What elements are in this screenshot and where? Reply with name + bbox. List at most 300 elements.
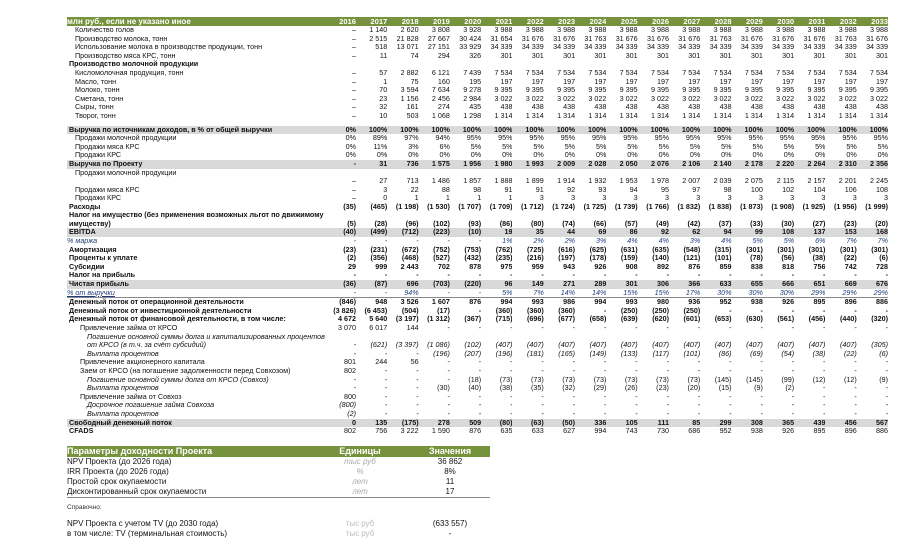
cell-value: 197 <box>563 77 576 86</box>
cell-value: - <box>541 324 544 332</box>
cell-value: 3 988 <box>838 26 857 34</box>
cell-value: 438 <box>563 103 576 112</box>
cell-value: 94% <box>387 289 418 298</box>
cell-value: 9 395 <box>682 86 701 95</box>
cell-value: (407) <box>589 340 607 350</box>
cell-value: 439 <box>794 419 825 428</box>
table-row <box>67 35 888 44</box>
cell-value: (32) <box>562 384 576 393</box>
cell-value: 197 <box>876 77 889 86</box>
cell-value: 105 <box>606 419 637 428</box>
row-label: Производство молока, тонн <box>75 34 168 43</box>
cell-value: - <box>510 392 513 401</box>
table-row <box>67 246 888 255</box>
cell-value: 3 022 <box>838 94 857 103</box>
cell-value: 9 395 <box>807 86 826 95</box>
cell-value: (20) <box>875 218 889 228</box>
cell-value: 95% <box>873 134 889 143</box>
row-label: Привлечение займа от Совхоз <box>80 392 182 401</box>
cell-value: 2 009 <box>544 160 575 169</box>
cell-value: 70 <box>379 86 388 95</box>
cell-value: - <box>854 271 857 280</box>
cell-value: - <box>478 401 482 410</box>
cell-value: 195 <box>469 77 482 86</box>
cell-value: 3 022 <box>650 94 669 103</box>
cell-value: 952 <box>719 427 732 436</box>
cell-value: 85 <box>669 419 700 428</box>
cell-value <box>732 60 763 69</box>
cell-value: (23) <box>656 384 669 393</box>
row-label: Проценты к уплате <box>69 254 138 263</box>
cell-value: 153 <box>825 228 856 237</box>
param-unit: % <box>356 467 364 476</box>
cell-value: 859 <box>719 262 732 271</box>
cell-value: (725) <box>527 245 544 254</box>
cell-value: (196) <box>495 349 513 358</box>
table-row <box>67 280 888 289</box>
cell-value: 100 <box>750 185 763 194</box>
cell-value: 878 <box>469 262 482 271</box>
row-label: Налог на имущество (без применения возможных льгот по движимому имуществу) <box>69 211 324 228</box>
table-row <box>67 367 888 376</box>
cell-value: (69) <box>750 349 763 358</box>
cell-value: 31 676 <box>646 34 669 43</box>
cell-value: 10 <box>379 111 388 120</box>
cell-value: 651 <box>794 280 825 289</box>
row-label: % от выручки <box>67 289 332 298</box>
units-header: Единицы <box>310 446 410 457</box>
row-label: Привлечение акционерного капитала <box>80 358 205 367</box>
row-label: Погашение основной суммы долга от КРСО (Совхоз) <box>87 375 269 384</box>
cell-value: 111 <box>638 419 669 428</box>
cell-value: 99 <box>732 228 763 237</box>
cell-value: 800 <box>344 392 356 401</box>
cell-value: 4% <box>627 237 638 246</box>
cell-value: (301) <box>746 245 763 254</box>
cell-value: - <box>635 401 638 410</box>
cell-value: (2) <box>785 384 795 393</box>
cell-value: (601) <box>683 315 701 324</box>
cell-value: - <box>447 375 450 384</box>
cell-value: - <box>666 392 669 401</box>
table-row <box>67 186 888 195</box>
cell-value: - <box>353 375 356 384</box>
cell-value: 3 <box>602 194 607 203</box>
cell-value: 438 <box>656 103 669 112</box>
cell-value: 31 676 <box>772 34 795 43</box>
row-label: Сметана, тонн <box>75 94 124 103</box>
cell-value: (672) <box>401 245 419 254</box>
table-row <box>67 126 888 135</box>
cell-value: 97% <box>404 134 419 143</box>
cell-value: - <box>447 237 450 246</box>
table-row <box>67 384 888 393</box>
cell-value: 948 <box>375 297 388 307</box>
row-label: Продажи молочной продукции <box>75 134 177 143</box>
cell-value: 365 <box>763 419 794 428</box>
cell-value: - <box>666 271 669 280</box>
cell-value: 0% <box>502 151 513 160</box>
cell-value: 2 050 <box>606 160 637 169</box>
cell-value: - <box>478 358 482 367</box>
table-row <box>67 211 888 228</box>
cell-value: 3 526 <box>400 297 419 307</box>
cell-value: 2 106 <box>669 160 700 169</box>
cell-value: 1 956 <box>450 160 481 169</box>
reference-value: (633 557) <box>432 519 468 528</box>
row-label: Налог на прибыль <box>69 271 136 280</box>
cell-value: 1 314 <box>807 111 826 120</box>
cell-value: 3 022 <box>588 94 607 103</box>
cell-value: (23) <box>343 245 356 254</box>
cell-value: 306 <box>638 280 669 289</box>
cell-value: 3 988 <box>870 26 889 34</box>
cell-value: 95% <box>811 134 826 143</box>
cell-value: 2 115 <box>776 175 795 185</box>
cell-value: 86 <box>606 228 637 237</box>
cell-value: (2) <box>347 409 356 418</box>
cell-value: 197 <box>750 77 763 86</box>
cell-value: (12) <box>843 375 857 384</box>
cell-value: 95% <box>498 134 513 143</box>
cell-value: - <box>419 289 450 298</box>
cell-value: (3 826) <box>333 306 356 315</box>
reference-row-npv-tv <box>67 519 490 529</box>
cell-value: - <box>697 366 701 375</box>
cell-value: 975 <box>500 262 513 271</box>
cell-value: 0% <box>439 151 450 160</box>
cell-value: 2 984 <box>463 94 482 103</box>
param-row-irr <box>67 467 490 477</box>
cell-value: 456 <box>825 419 856 428</box>
cell-value <box>356 60 387 69</box>
cell-value: 938 <box>750 297 763 307</box>
cell-value: (29) <box>593 384 607 393</box>
cell-value: - <box>729 409 732 418</box>
cell-value: 2 310 <box>825 160 856 169</box>
cell-value: 100% <box>732 126 763 135</box>
cell-value: 95% <box>779 134 795 143</box>
cell-value: - <box>416 237 419 246</box>
cell-value: 1 314 <box>744 111 763 120</box>
table-row <box>67 410 888 419</box>
cell-value: 3 <box>884 194 889 203</box>
cell-value: 2 356 <box>857 160 888 169</box>
cell-value: 5% <box>470 142 482 151</box>
cell-value: 892 <box>656 262 669 271</box>
cell-value: - <box>791 392 795 401</box>
cell-value: (653) <box>714 315 732 324</box>
cell-value: - <box>823 392 826 401</box>
cell-value: 6% <box>439 142 450 151</box>
cell-value: 6 017 <box>369 324 388 332</box>
table-row <box>67 203 888 212</box>
cell-value: 5% <box>752 142 763 151</box>
cell-value: 952 <box>719 297 732 307</box>
cell-value: - <box>384 349 388 358</box>
cell-value: (66) <box>593 218 607 228</box>
cell-value: - <box>823 409 826 418</box>
cell-value: (133) <box>620 349 638 358</box>
cell-value: (15) <box>718 384 732 393</box>
cell-value: 57 <box>379 68 388 77</box>
cell-value: 34 339 <box>834 43 857 52</box>
row-label: Продажи КРС <box>75 194 122 203</box>
cell-value <box>638 60 669 69</box>
cell-value: 95% <box>591 134 607 143</box>
cell-value: 3% <box>595 237 607 246</box>
cell-value: 0% <box>783 151 795 160</box>
cell-value: 69 <box>575 228 606 237</box>
cell-value: - <box>603 409 607 418</box>
cell-value: 29% <box>794 289 825 298</box>
table-row <box>67 376 888 385</box>
cell-value: (548) <box>683 245 701 254</box>
cell-value: 3 070 <box>338 324 356 332</box>
cell-value: (527) <box>433 254 450 263</box>
cell-value: (74) <box>562 218 576 228</box>
year-header: 2021 <box>481 17 512 26</box>
cell-value: 96 <box>481 280 512 289</box>
cell-value: 34 339 <box>709 43 732 52</box>
cell-value: - <box>447 409 450 418</box>
cell-value: 197 <box>625 77 638 86</box>
row-label: Чистая прибыль <box>67 280 332 289</box>
cell-value: 3 988 <box>713 26 732 34</box>
year-header: 2032 <box>825 17 856 26</box>
param-row-npv <box>67 457 490 467</box>
cell-value: 7 534 <box>650 68 669 77</box>
cell-value: 742 <box>844 262 857 271</box>
cell-value: - <box>384 392 388 401</box>
row-label: Субсидии <box>69 262 105 271</box>
cell-value: - <box>885 324 889 332</box>
cell-value: 2 140 <box>700 160 731 169</box>
cell-value: - <box>885 358 889 367</box>
cell-value: (56) <box>781 254 795 263</box>
cell-value: 994 <box>594 427 607 436</box>
cell-value: 9 395 <box>525 86 544 95</box>
table-row <box>67 393 888 402</box>
cell-value: 1 314 <box>588 111 607 120</box>
cell-value: 3 988 <box>682 26 701 34</box>
cell-value: 438 <box>750 103 763 112</box>
cell-value: (50) <box>544 419 575 428</box>
table-row <box>67 307 888 316</box>
cell-value: - <box>572 366 576 375</box>
cell-value: - <box>760 271 763 280</box>
values-header: Значения <box>410 446 490 457</box>
cell-value: 100% <box>481 126 512 135</box>
year-header: 2030 <box>763 17 794 26</box>
cell-value: 3 <box>821 194 826 203</box>
cell-value: 366 <box>669 280 700 289</box>
cell-value: - <box>697 401 701 410</box>
cell-value: 100% <box>825 126 856 135</box>
cell-value: - <box>854 384 857 393</box>
cell-value: 993 <box>625 297 638 307</box>
table-row <box>67 350 888 359</box>
cell-value: (216) <box>527 254 544 263</box>
cell-value: (360) <box>495 306 513 315</box>
cell-value: (102) <box>464 340 482 350</box>
reference-note: Справочно: <box>67 504 102 511</box>
table-row <box>67 228 888 237</box>
cell-value: (1 712) <box>521 202 544 211</box>
cell-value: 1 314 <box>494 111 513 120</box>
cell-value: 30% <box>732 289 763 298</box>
cell-value: 730 <box>656 427 669 436</box>
cell-value: (499) <box>356 228 387 237</box>
cell-value: 0% <box>721 151 732 160</box>
cell-value: (27) <box>812 218 826 228</box>
year-header: 2024 <box>575 17 606 26</box>
cell-value: 5 640 <box>369 315 388 324</box>
cell-value: 1 314 <box>619 111 638 120</box>
cell-value: - <box>729 401 732 410</box>
cell-value: (38) <box>812 349 826 358</box>
cell-value: - <box>510 358 513 367</box>
header-row <box>67 17 888 26</box>
cell-value: 3 928 <box>463 26 482 34</box>
cell-value: - <box>791 366 795 375</box>
cell-value: 5% <box>595 142 607 151</box>
cell-value: 696 <box>387 280 418 289</box>
param-label: Простой срок окупаемости <box>67 477 167 486</box>
cell-value: 0% <box>689 151 701 160</box>
cell-value: 756 <box>813 262 826 271</box>
cell-value: 567 <box>857 419 888 428</box>
reference-label: NPV Проекта с учетом TV (до 2030 года) <box>67 519 219 528</box>
cell-value: – <box>352 175 356 185</box>
cell-value: 1 607 <box>431 297 450 307</box>
cell-value: 3 022 <box>744 94 763 103</box>
cell-value: - <box>885 401 889 410</box>
cell-value: 713 <box>406 175 419 185</box>
cell-value: 7% <box>846 237 857 246</box>
cell-value: 728 <box>876 262 889 271</box>
table-row <box>67 103 888 112</box>
cell-value: 2 039 <box>713 175 732 185</box>
cell-value: 1 932 <box>588 175 607 185</box>
cell-value: 336 <box>575 419 606 428</box>
table-row <box>67 289 888 298</box>
cell-value: - <box>635 409 638 418</box>
cell-value: (846) <box>339 297 356 307</box>
cell-value: 2 220 <box>763 160 794 169</box>
cell-value: (231) <box>370 245 388 254</box>
cell-value: 301 <box>688 51 701 60</box>
cell-value: 5% <box>783 237 795 246</box>
cell-value: (1 925) <box>802 202 826 211</box>
cell-value: - <box>572 401 576 410</box>
cell-value: - <box>697 392 701 401</box>
cell-value: - <box>854 306 857 315</box>
reference-table <box>67 519 490 539</box>
cell-value: - <box>332 289 356 298</box>
cell-value: 34 339 <box>584 43 607 52</box>
cell-value: (18) <box>468 375 482 384</box>
cell-value: 75 <box>410 77 419 86</box>
cell-value <box>825 60 856 69</box>
cell-value: 743 <box>625 427 638 436</box>
row-label: Денежный поток от финансовой деятельности, в том числе: <box>69 315 286 324</box>
cell-value: 100% <box>450 126 481 135</box>
cell-value: 896 <box>844 427 857 436</box>
cell-value: 1 980 <box>481 160 512 169</box>
cell-value: (630) <box>746 315 763 324</box>
cell-value: 7 534 <box>588 68 607 77</box>
cell-value: (36) <box>332 280 356 289</box>
cell-value: 503 <box>406 111 419 120</box>
cell-value: - <box>791 324 795 332</box>
cell-value: (367) <box>464 315 482 324</box>
cell-value: (101) <box>683 349 701 358</box>
reference-row-tv <box>67 529 490 539</box>
table-row <box>67 271 888 280</box>
cell-value: (1 766) <box>646 202 669 211</box>
cell-value: 92 <box>638 228 669 237</box>
cell-value: 3 988 <box>588 26 607 34</box>
cell-value: 197 <box>656 77 669 86</box>
cell-value: 33 929 <box>459 43 482 52</box>
cell-value: - <box>356 289 387 298</box>
cell-value: (250) <box>652 306 669 315</box>
cell-value: - <box>416 401 419 410</box>
cell-value: 34 339 <box>521 43 544 52</box>
cell-value: - <box>416 366 419 375</box>
cell-value: 197 <box>782 77 795 86</box>
cell-value: (20) <box>687 384 701 393</box>
row-label: Использование молока в производстве продукции, тонн <box>75 43 263 52</box>
cell-value: 926 <box>782 297 795 307</box>
cell-value: (658) <box>589 315 607 324</box>
cell-value: - <box>447 358 450 367</box>
cell-value: 30% <box>763 289 794 298</box>
cell-value: 35 <box>512 228 543 237</box>
cell-value: 94% <box>435 134 450 143</box>
cell-value: (1 956) <box>833 202 857 211</box>
cell-value: 299 <box>700 419 731 428</box>
cell-value <box>481 60 512 69</box>
cell-value: (407) <box>746 340 763 350</box>
cell-value: (22) <box>843 349 857 358</box>
cell-value: (28) <box>374 218 388 228</box>
cell-value: (407) <box>620 340 638 350</box>
financial-model-table <box>67 17 888 436</box>
cell-value: - <box>447 392 450 401</box>
cell-value: 802 <box>344 427 356 436</box>
cell-value: 7 534 <box>525 68 544 77</box>
cell-value: 1 888 <box>494 175 513 185</box>
year-header: 2023 <box>544 17 575 26</box>
cell-value: 2 456 <box>431 94 450 103</box>
cell-value: 7% <box>877 237 889 246</box>
cell-value: 2 620 <box>400 26 419 34</box>
cell-value: (360) <box>527 306 544 315</box>
cell-value: - <box>823 401 826 410</box>
cell-value: (207) <box>464 349 482 358</box>
cell-value: 438 <box>813 103 826 112</box>
cell-value: 0% <box>345 134 356 143</box>
cell-value: 896 <box>844 297 857 307</box>
cell-value: - <box>635 358 638 367</box>
table-row <box>67 60 888 69</box>
cell-value: 1 140 <box>369 26 388 34</box>
table-row <box>67 169 888 186</box>
cell-value: (1 198) <box>395 202 419 211</box>
cell-value: - <box>885 392 889 401</box>
